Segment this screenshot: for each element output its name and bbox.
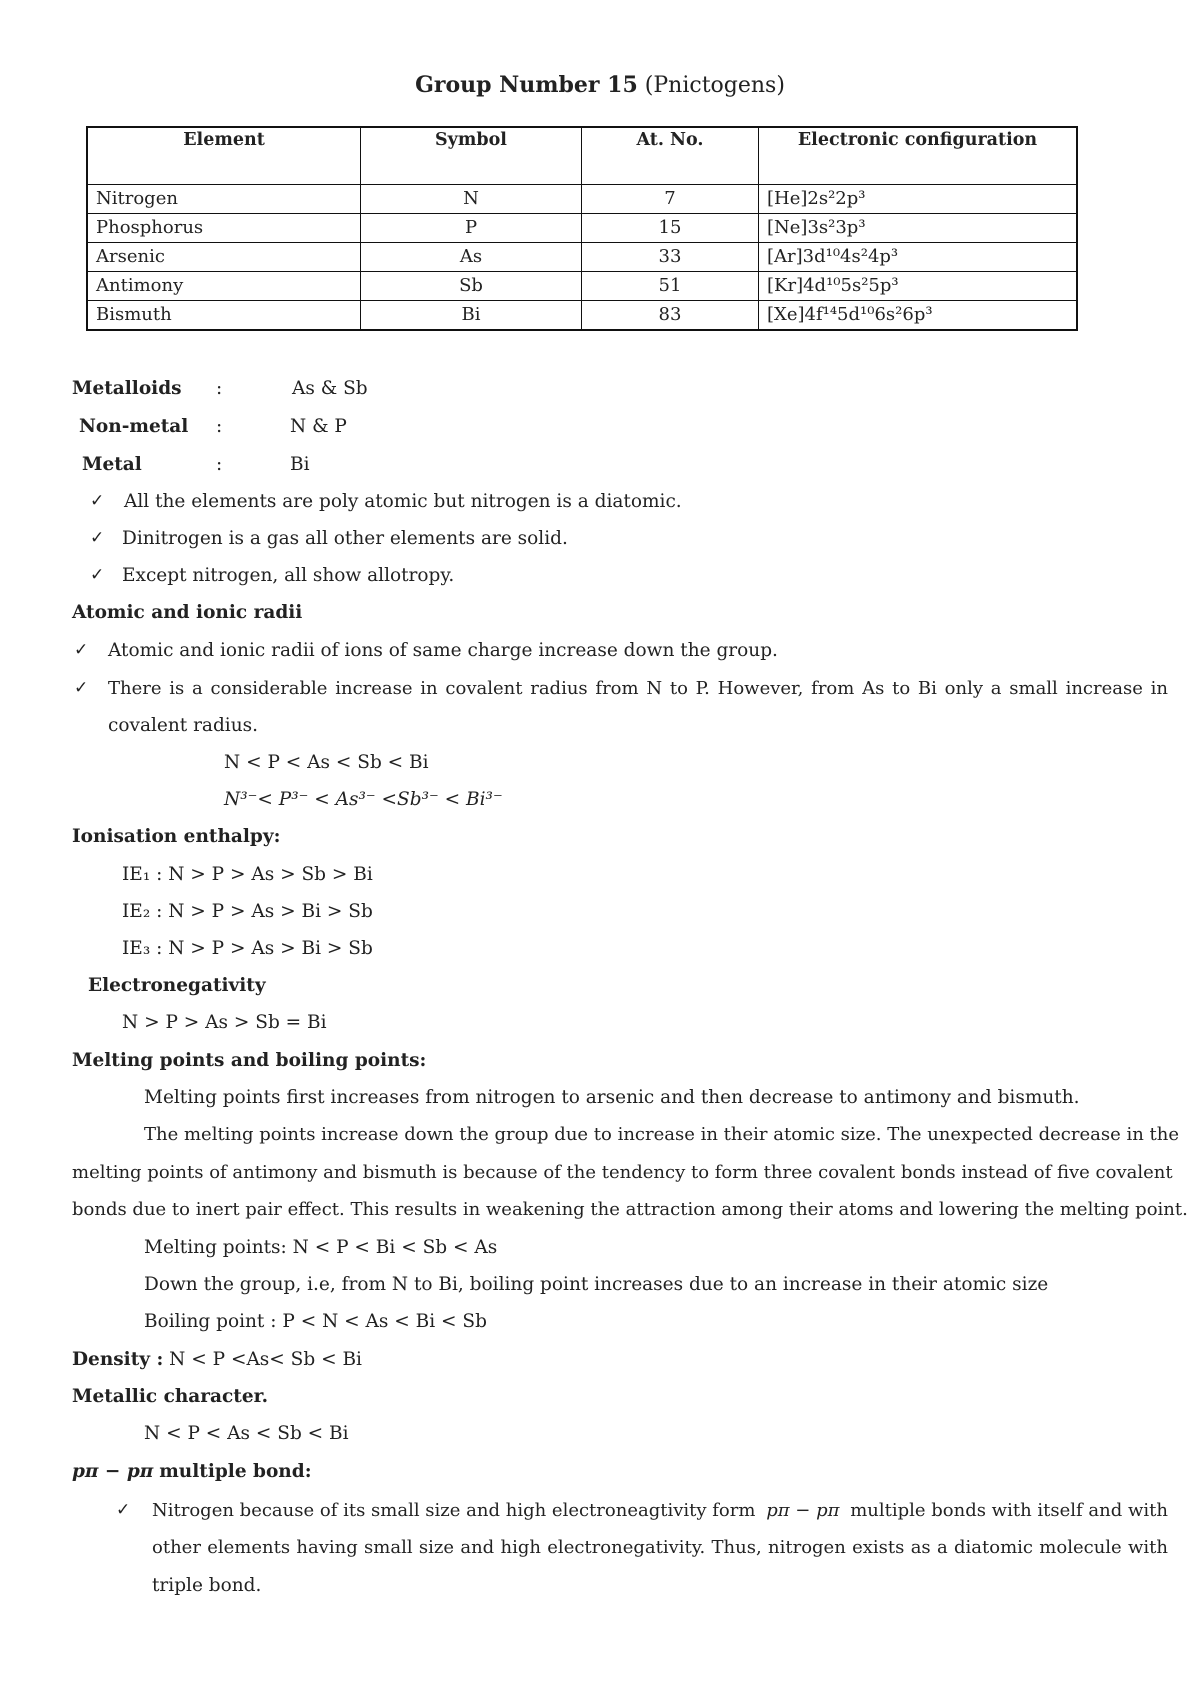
cell-config: [Kr]4d¹⁰5s²5p³ (759, 272, 1078, 301)
ppi-heading-text: multiple bond: (159, 1461, 312, 1482)
ppi-line-1 (152, 1500, 1168, 1521)
cell-atno: 33 (582, 243, 759, 272)
melting-line-3: melting points of antimony and bismuth is because of the tendency to form three covalent bonds instead of five covalent (72, 1162, 1173, 1183)
point-3: Except nitrogen, all show allotropy. (122, 565, 455, 586)
cell-element: Antimony (87, 272, 361, 301)
header-config: Electronic configuration (759, 127, 1078, 185)
ppi-heading-math: pπ − pπ (72, 1461, 154, 1482)
nonmetal-colon: : (216, 416, 223, 437)
ie3-order: IE₃ : N > P > As > Bi > Sb (122, 938, 373, 959)
cell-symbol: N (361, 185, 582, 214)
cell-config: [He]2s²2p³ (759, 185, 1078, 214)
check-icon: ✓ (90, 565, 105, 585)
density-line (72, 1349, 362, 1370)
point-1: All the elements are poly atomic but nitrogen is a diatomic. (124, 491, 682, 512)
ppi-line-1b: multiple bonds with itself and with (850, 1500, 1168, 1521)
table-row (87, 185, 1077, 214)
header-element: Element (87, 127, 361, 185)
cell-symbol: As (361, 243, 582, 272)
radii-order-ions: N³⁻< P³⁻ < As³⁻ <Sb³⁻ < Bi³⁻ (224, 789, 503, 810)
density-label: Density : (72, 1349, 164, 1370)
table-row (87, 301, 1077, 331)
ppi-line-1a: Nitrogen because of its small size and high electroneagtivity form (152, 1500, 756, 1521)
metal-value: Bi (290, 454, 310, 475)
metal-label: Metal (82, 454, 142, 475)
title-main: Group Number 15 (415, 72, 638, 98)
cell-element: Arsenic (87, 243, 361, 272)
check-icon: ✓ (90, 528, 105, 548)
radii-order-atoms: N < P < As < Sb < Bi (224, 752, 429, 773)
cell-element: Phosphorus (87, 214, 361, 243)
ionisation-heading: Ionisation enthalpy: (72, 826, 281, 847)
radii-point-1: Atomic and ionic radii of ions of same charge increase down the group. (108, 640, 778, 661)
melting-line-4: bonds due to inert pair effect. This results in weakening the attraction among their atoms and lowering the melting point. (72, 1199, 1188, 1220)
cell-config: [Ar]3d¹⁰4s²4p³ (759, 243, 1078, 272)
cell-symbol: Sb (361, 272, 582, 301)
cell-atno: 83 (582, 301, 759, 331)
cell-symbol: P (361, 214, 582, 243)
metalloids-label: Metalloids (72, 378, 182, 399)
metalloids-value: As & Sb (292, 378, 368, 399)
cell-element: Nitrogen (87, 185, 361, 214)
elements-table (86, 126, 1078, 331)
cell-atno: 15 (582, 214, 759, 243)
check-icon: ✓ (74, 678, 89, 698)
cell-config: [Ne]3s²3p³ (759, 214, 1078, 243)
cell-atno: 7 (582, 185, 759, 214)
title-sub: (Pnictogens) (644, 73, 785, 98)
ie2-order: IE₂ : N > P > As > Bi > Sb (122, 901, 373, 922)
boiling-order: Boiling point : P < N < As < Bi < Sb (144, 1311, 487, 1332)
metallic-heading: Metallic character. (72, 1386, 269, 1407)
ppi-line-1-math: pπ − pπ (766, 1500, 840, 1521)
cell-element: Bismuth (87, 301, 361, 331)
page-title (0, 72, 1200, 98)
melting-heading: Melting points and boiling points: (72, 1050, 427, 1071)
ppi-line-2: other elements having small size and high electronegativity. Thus, nitrogen exists as a diatomic molecule with (152, 1537, 1168, 1558)
table-header-row (87, 127, 1077, 185)
cell-atno: 51 (582, 272, 759, 301)
electronegativity-heading: Electronegativity (88, 975, 266, 996)
point-2: Dinitrogen is a gas all other elements are solid. (122, 528, 568, 549)
radii-point-2-cont: covalent radius. (108, 715, 258, 736)
electronegativity-order: N > P > As > Sb = Bi (122, 1012, 327, 1033)
table-row (87, 214, 1077, 243)
nonmetal-value: N & P (290, 416, 347, 437)
melting-order: Melting points: N < P < Bi < Sb < As (144, 1237, 498, 1258)
metallic-order: N < P < As < Sb < Bi (144, 1423, 349, 1444)
nonmetal-label: Non-metal (79, 416, 189, 437)
check-icon: ✓ (116, 1500, 131, 1520)
table-row (87, 243, 1077, 272)
check-icon: ✓ (74, 640, 89, 660)
ppi-heading (72, 1461, 312, 1482)
cell-config: [Xe]4f¹⁴5d¹⁰6s²6p³ (759, 301, 1078, 331)
metal-colon: : (216, 454, 223, 475)
metalloids-colon: : (216, 378, 223, 399)
ppi-line-3: triple bond. (152, 1575, 262, 1596)
density-order: N < P <As< Sb < Bi (169, 1349, 362, 1370)
melting-line-1: Melting points first increases from nitrogen to arsenic and then decrease to antimony and bismuth. (144, 1087, 1080, 1108)
radii-point-2: There is a considerable increase in covalent radius from N to P. However, from As to Bi only a small increase in (108, 678, 1168, 699)
ie1-order: IE₁ : N > P > As > Sb > Bi (122, 864, 373, 885)
radii-heading: Atomic and ionic radii (72, 602, 303, 623)
melting-line-2: The melting points increase down the group due to increase in their atomic size. The unexpected decrease in the (144, 1124, 1179, 1145)
boiling-trend: Down the group, i.e, from N to Bi, boiling point increases due to an increase in their atomic size (144, 1274, 1049, 1295)
header-atno: At. No. (582, 127, 759, 185)
table-row (87, 272, 1077, 301)
check-icon: ✓ (90, 491, 105, 511)
cell-symbol: Bi (361, 301, 582, 331)
header-symbol: Symbol (361, 127, 582, 185)
